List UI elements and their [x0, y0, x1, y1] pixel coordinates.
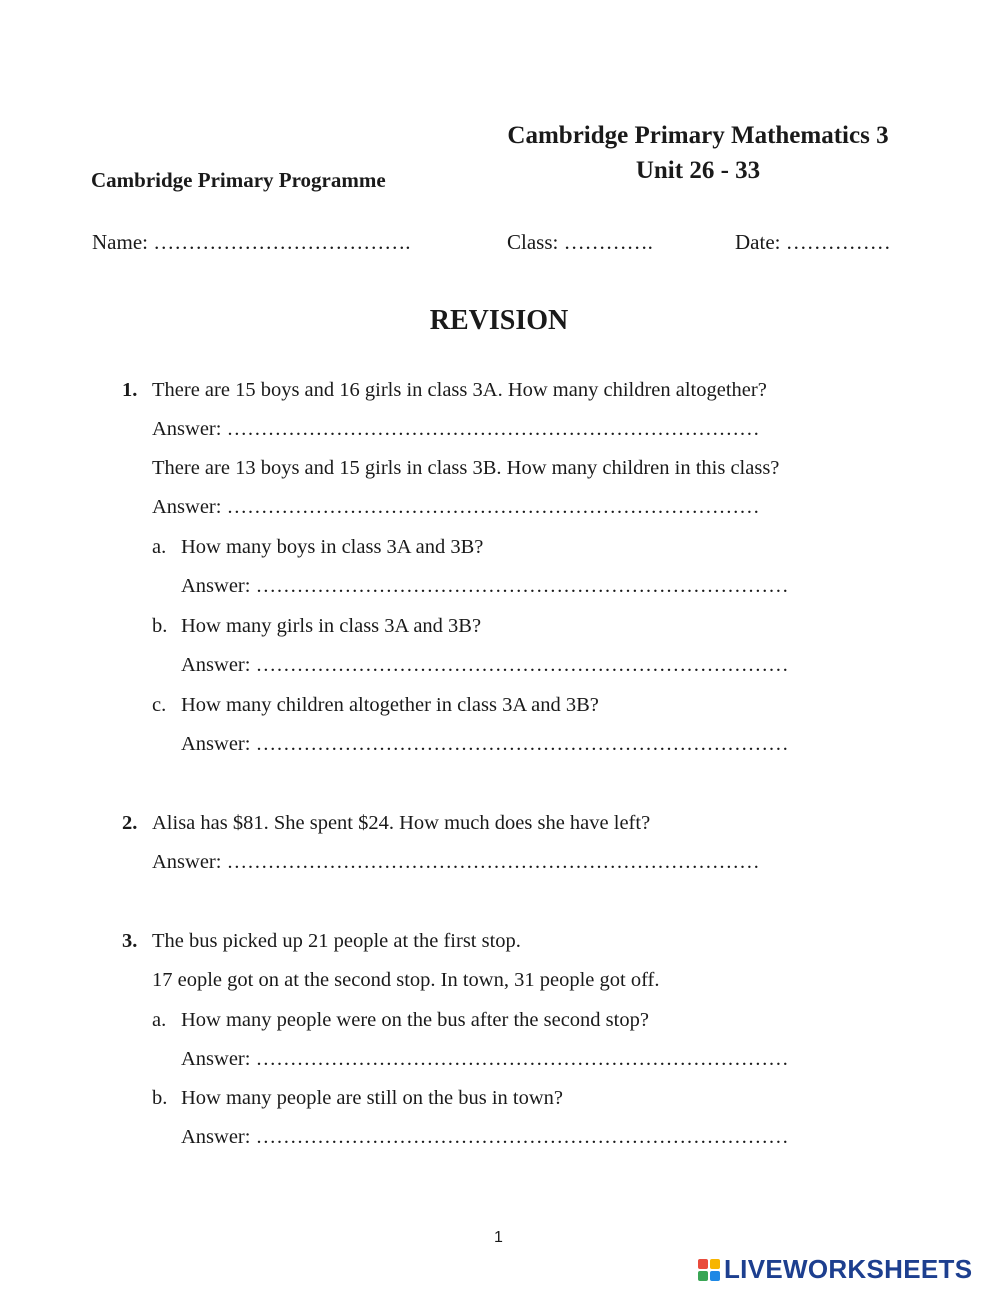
page-number: 1: [494, 1229, 503, 1246]
name-field[interactable]: Name: ……………………………….: [92, 230, 411, 254]
question-number: 2.: [122, 812, 138, 834]
question-text: 17 eople got on at the second stop. In town, 31 people got off.: [152, 969, 660, 991]
unit-range: Unit 26 - 33: [635, 157, 761, 184]
answer-line[interactable]: Answer: ……………………………………………………………………: [181, 1126, 789, 1148]
logo-square: [698, 1259, 708, 1269]
programme-name: Cambridge Primary Programme: [91, 168, 386, 192]
sub-question-text: How many girls in class 3A and 3B?: [181, 615, 482, 637]
question-text: There are 15 boys and 16 girls in class 3A. How many children altogether?: [152, 379, 767, 401]
sub-question-text: How many people were on the bus after the second stop?: [181, 1009, 649, 1031]
question-number: 3.: [122, 930, 138, 952]
answer-line[interactable]: Answer: ……………………………………………………………………: [181, 575, 789, 597]
answer-line[interactable]: Answer: ……………………………………………………………………: [152, 496, 760, 518]
answer-line[interactable]: Answer: ……………………………………………………………………: [181, 654, 789, 676]
liveworksheets-logo[interactable]: [698, 1254, 972, 1285]
date-field[interactable]: Date: ……………: [735, 230, 891, 254]
logo-text: LIVEWORKSHEETS: [724, 1254, 973, 1284]
sub-question-label: b.: [152, 615, 168, 637]
sub-question-text: How many boys in class 3A and 3B?: [181, 536, 484, 558]
answer-line[interactable]: Answer: ……………………………………………………………………: [152, 851, 760, 873]
sub-question-label: a.: [152, 1009, 167, 1031]
answer-line[interactable]: Answer: ……………………………………………………………………: [152, 418, 760, 440]
page-heading: REVISION: [429, 305, 569, 336]
answer-line[interactable]: Answer: ……………………………………………………………………: [181, 1048, 789, 1070]
sub-question-label: c.: [152, 694, 167, 716]
question-text: There are 13 boys and 15 girls in class 3B. How many children in this class?: [152, 457, 780, 479]
document-title: Cambridge Primary Mathematics 3: [507, 122, 889, 149]
question-text: Alisa has $81. She spent $24. How much does she have left?: [152, 812, 651, 834]
question-text: The bus picked up 21 people at the first stop.: [152, 930, 521, 952]
logo-square: [710, 1259, 720, 1269]
answer-line[interactable]: Answer: ……………………………………………………………………: [181, 733, 789, 755]
liveworksheets-logo-icon: [698, 1259, 720, 1281]
logo-square: [710, 1271, 720, 1281]
question-number: 1.: [122, 379, 138, 401]
sub-question-text: How many children altogether in class 3A and 3B?: [181, 694, 599, 716]
class-field[interactable]: Class: ………….: [507, 230, 653, 254]
logo-square: [698, 1271, 708, 1281]
sub-question-label: b.: [152, 1087, 168, 1109]
sub-question-label: a.: [152, 536, 167, 558]
sub-question-text: How many people are still on the bus in town?: [181, 1087, 564, 1109]
